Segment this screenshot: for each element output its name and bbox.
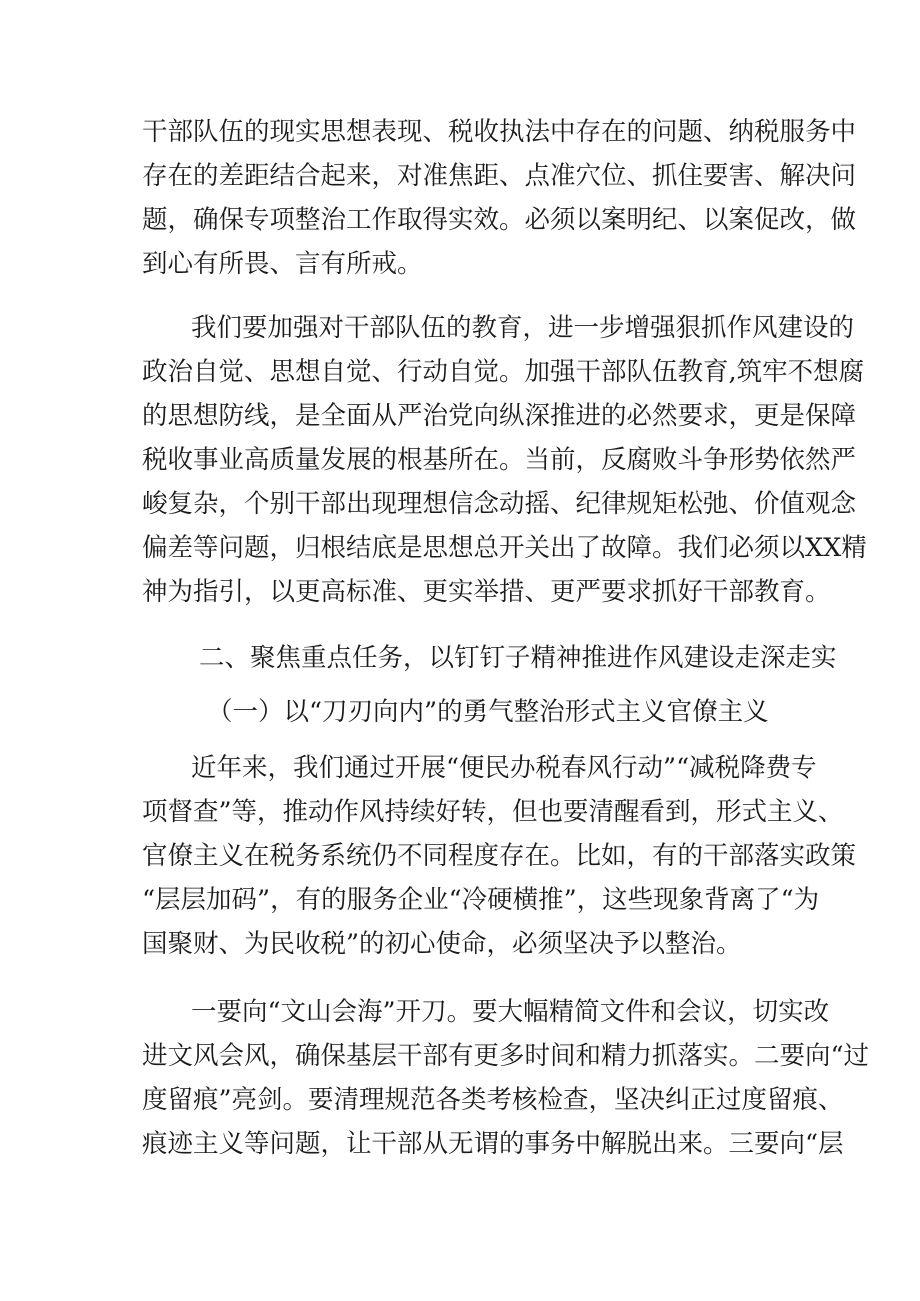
paragraph-4-line-2: 进文风会风，确保基层干部有更多时间和精力抓落实。二要向“过: [142, 1041, 870, 1071]
paragraph-1-line-2: 存在的差距结合起来，对准焦距、点准穴位、抓住要害、解决问: [142, 161, 857, 191]
paragraph-2-line-2: 政治自觉、思想自觉、行动自觉。加强干部队伍教育,筑牢不想腐: [142, 357, 865, 387]
paragraph-2-line-4: 税收事业高质量发展的根基所在。当前，反腐败斗争形势依然严: [142, 445, 857, 475]
paragraph-2-line-3: 的思想防线，是全面从严治党向纵深推进的必然要求，更是保障: [142, 401, 857, 431]
subsection-heading: （一）以“刀刃向内”的勇气整治形式主义官僚主义: [207, 697, 769, 727]
paragraph-4-line-1: 一要向“文山会海”开刀。要大幅精简文件和会议，切实改: [191, 997, 830, 1027]
paragraph-2-line-6: 偏差等问题，归根结底是思想总开关出了故障。我们必须以XX精: [142, 533, 867, 563]
paragraph-3-line-3: 官僚主义在税务系统仍不同程度存在。比如，有的干部落实政策: [142, 841, 857, 871]
paragraph-1-line-3: 题，确保专项整治工作取得实效。必须以案明纪、以案促改，做: [142, 205, 857, 235]
paragraph-4-line-3: 度留痕”亮剑。要清理规范各类考核检查，坚决纠正过度留痕、: [142, 1085, 844, 1115]
paragraph-2-line-7: 神为指引，以更高标准、更实举措、更严要求抓好干部教育。: [142, 577, 831, 607]
paragraph-2-line-1: 我们要加强对干部队伍的教育，进一步增强狠抓作风建设的: [191, 313, 855, 343]
paragraph-3-line-4: “层层加码”，有的服务企业“冷硬横推”，这些现象背离了“为: [142, 885, 820, 915]
section-heading: 二、聚焦重点任务，以钉钉子精神推进作风建设走深走实: [199, 643, 837, 673]
paragraph-2-line-5: 峻复杂，个别干部出现理想信念动摇、纪律规矩松弛、价值观念: [142, 489, 857, 519]
paragraph-1-line-4: 到心有所畏、言有所戒。: [142, 249, 423, 279]
paragraph-3-line-5: 国聚财、为民收税”的初心使命，必须坚决予以整治。: [142, 929, 742, 959]
paragraph-3-line-1: 近年来，我们通过开展“便民办税春风行动”“减税降费专: [191, 753, 817, 783]
paragraph-4-line-4: 痕迹主义等问题，让干部从无谓的事务中解脱出来。三要向“层: [142, 1129, 844, 1159]
paragraph-1-line-1: 干部队伍的现实思想表现、税收执法中存在的问题、纳税服务中: [142, 117, 857, 147]
paragraph-3-line-2: 项督查”等，推动作风持续好转，但也要清醒看到，形式主义、: [142, 797, 844, 827]
